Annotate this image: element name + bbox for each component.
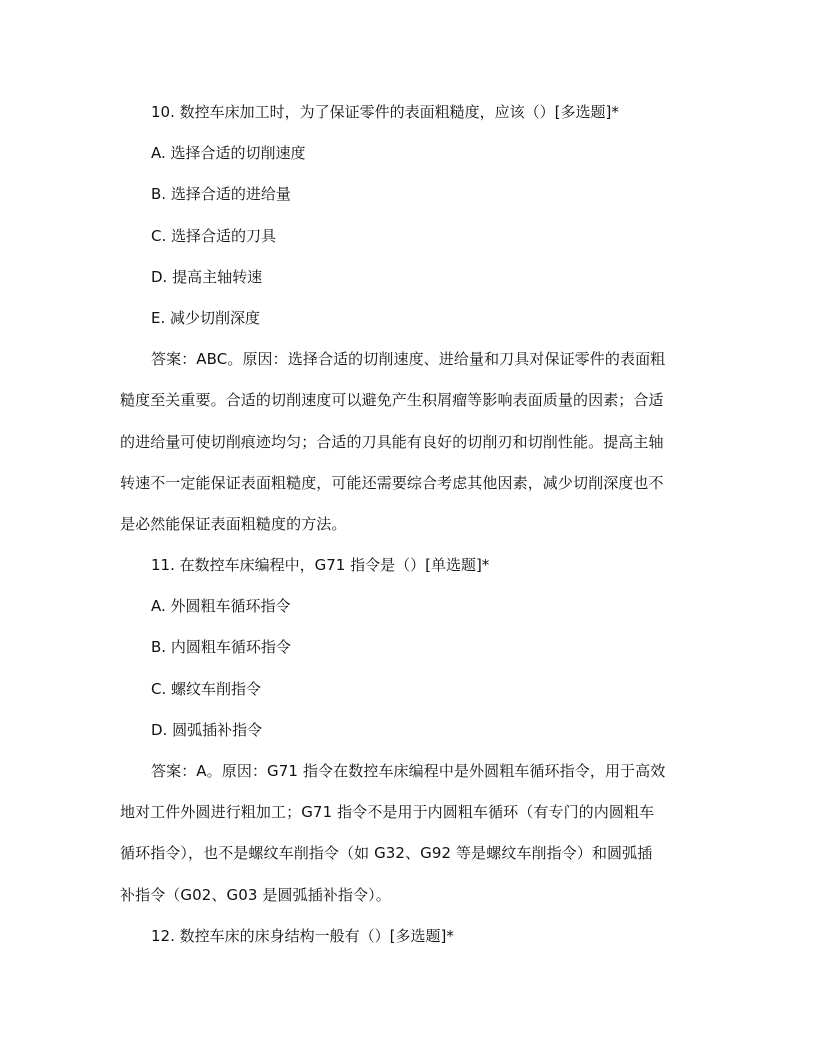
q10-option-a: A. 选择合适的切削速度 — [151, 144, 306, 163]
q11-option-a: A. 外圆粗车循环指令 — [151, 597, 291, 616]
question-12-text: 12. 数控车床的床身结构一般有（）[多选题]* — [151, 926, 454, 945]
q11-option-b: B. 内圆粗车循环指令 — [151, 638, 291, 657]
q11-answer-line: 补指令（G02、G03 是圆弧插补指令）。 — [120, 885, 391, 904]
question-11-text: 11. 在数控车床编程中，G71 指令是（）[单选题]* — [151, 556, 490, 575]
document-content — [120, 92, 700, 957]
q11-answer-line: 循环指令），也不是螺纹车削指令（如 G32、G92 等是螺纹车削指令）和圆弧插 — [120, 844, 653, 863]
q10-option-c: C. 选择合适的刀具 — [151, 226, 277, 245]
question-10-text: 10. 数控车床加工时，为了保证零件的表面粗糙度，应该（）[多选题]* — [151, 103, 619, 121]
q11-answer-line: 地对工件外圆进行粗加工；G71 指令不是用于内圆粗车循环（有专门的内圆粗车 — [120, 803, 655, 822]
q10-answer-line: 的进给量可使切削痕迹均匀；合适的刀具能有良好的切削刃和切削性能。提高主轴 — [120, 432, 664, 451]
q10-option-d: D. 提高主轴转速 — [151, 267, 263, 286]
q11-answer-line: 答案：A。原因：G71 指令在数控车床编程中是外圆粗车循环指令，用于高效 — [151, 762, 666, 780]
q10-option-b: B. 选择合适的进给量 — [151, 185, 291, 204]
q10-answer-line: 糙度至关重要。合适的切削速度可以避免产生积屑瘤等影响表面质量的因素；合适 — [120, 391, 664, 410]
q10-answer-line: 答案：ABC。原因：选择合适的切削速度、进给量和刀具对保证零件的表面粗 — [151, 350, 666, 369]
q11-option-c: C. 螺纹车削指令 — [151, 679, 262, 698]
q10-answer-line: 是必然能保证表面粗糙度的方法。 — [120, 514, 347, 533]
q11-option-d: D. 圆弧插补指令 — [151, 720, 263, 739]
q10-option-e: E. 减少切削深度 — [151, 308, 261, 327]
q10-answer-line: 转速不一定能保证表面粗糙度，可能还需要综合考虑其他因素，减少切削深度也不 — [120, 473, 664, 492]
